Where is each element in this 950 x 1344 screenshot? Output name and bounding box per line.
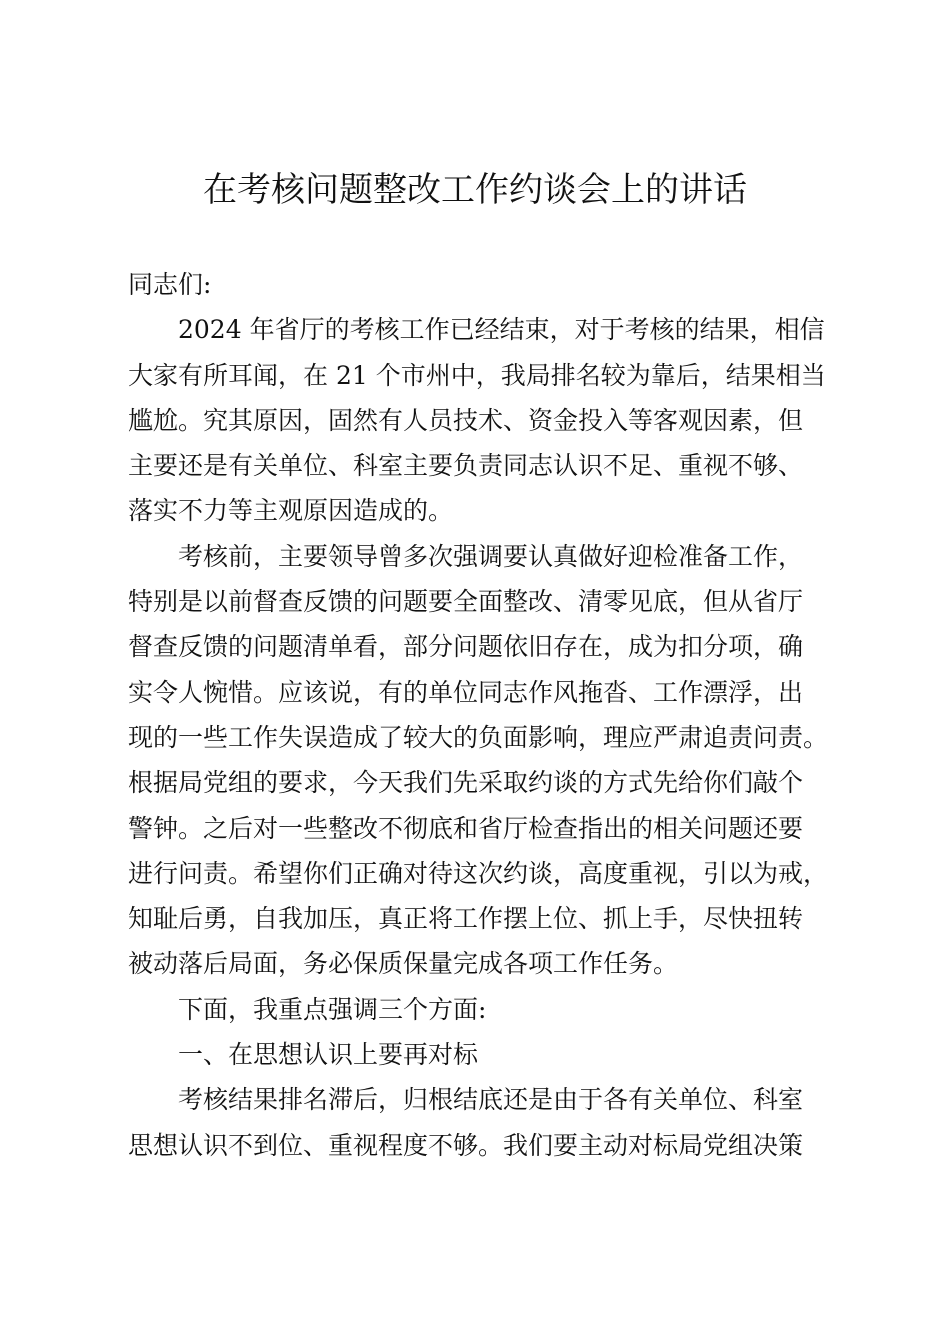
paragraph-line: 进行问责。希望你们正确对待这次约谈，高度重视，引以为戒， <box>128 858 829 888</box>
paragraph-line: 现的一些工作失误造成了较大的负面影响，理应严肃追责问责。 <box>128 722 829 752</box>
paragraph-line: 尴尬。究其原因，固然有人员技术、资金投入等客观因素，但 <box>128 405 804 435</box>
paragraph-line: 被动落后局面，务必保质保量完成各项工作任务。 <box>128 949 679 979</box>
paragraph-line: 根据局党组的要求，今天我们先采取约谈的方式先给你们敲个 <box>128 768 804 798</box>
paragraph-line: 思想认识不到位、重视程度不够。我们要主动对标局党组决策 <box>128 1130 804 1160</box>
document-body <box>128 262 828 1168</box>
paragraph-line: 大家有所耳闻，在 21 个市州中，我局排名较为靠后，结果相当 <box>128 360 826 390</box>
paragraph-line: 下面，我重点强调三个方面: <box>178 994 487 1024</box>
paragraph-line: 主要还是有关单位、科室主要负责同志认识不足、重视不够、 <box>128 451 804 481</box>
paragraph-line: 知耻后勇，自我加压，真正将工作摆上位、抓上手，尽快扭转 <box>128 904 804 934</box>
paragraph-line: 警钟。之后对一些整改不彻底和省厅检查指出的相关问题还要 <box>128 813 804 843</box>
paragraph-line: 考核结果排名滞后，归根结底还是由于各有关单位、科室 <box>178 1085 804 1115</box>
paragraph-line: 督查反馈的问题清单看，部分问题依旧存在，成为扣分项，确 <box>128 632 804 662</box>
document-title: 在考核问题整改工作约谈会上的讲话 <box>203 170 747 210</box>
paragraph-line: 落实不力等主观原因造成的。 <box>128 496 454 526</box>
paragraph-line: 考核前，主要领导曾多次强调要认真做好迎检准备工作， <box>178 541 804 571</box>
paragraph-line: 实令人惋惜。应该说，有的单位同志作风拖沓、工作漂浮，出 <box>128 677 804 707</box>
salutation-line: 同志们: <box>128 270 212 299</box>
paragraph-line: 特别是以前督查反馈的问题要全面整改、清零见底，但从省厅 <box>128 587 804 617</box>
section-heading: 一、在思想认识上要再对标 <box>178 1040 479 1070</box>
paragraph-line: 2024 年省厅的考核工作已经结束，对于考核的结果，相信 <box>178 315 825 345</box>
